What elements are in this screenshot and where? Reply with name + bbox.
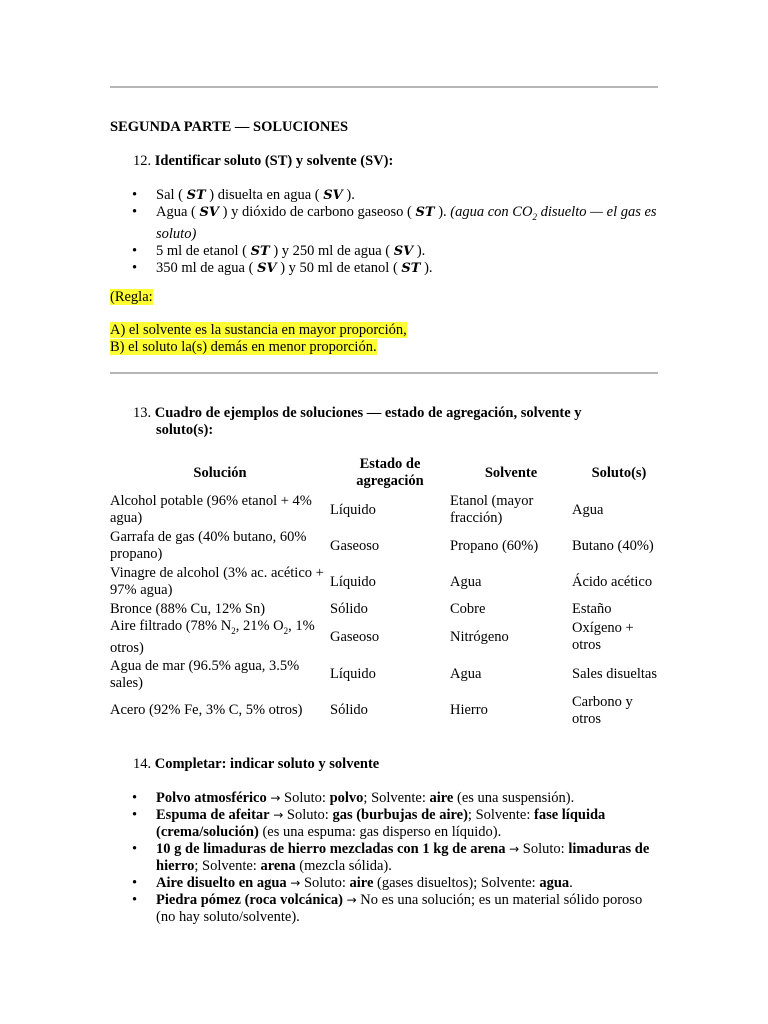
- cell-soluto: Ácido acético: [572, 573, 653, 590]
- cell-soluto: Carbono y otros: [572, 693, 633, 727]
- rule-line-a: A) el solvente es la sustancia en mayor proporción,: [110, 322, 407, 338]
- table-row: [110, 492, 666, 528]
- top-divider: [110, 86, 658, 88]
- cell-solvente: Etanol (mayor fracción): [450, 493, 534, 526]
- table-row: [110, 564, 666, 600]
- bullet-icon: •: [132, 242, 138, 259]
- bullet-icon: •: [132, 875, 138, 891]
- cell-solucion: Aire filtrado (78% $N_2$, 21% $O_2$, 1% otros): [110, 618, 315, 656]
- cell-solucion: Acero (92% Fe, 3% C, 5% otros): [110, 702, 303, 719]
- bullet-icon: •: [132, 204, 138, 220]
- arrow-icon: →: [270, 791, 281, 805]
- cell-solucion: Bronce (88% Cu, 12% Sn): [110, 600, 266, 617]
- table-row: [110, 657, 666, 693]
- bullet-icon: •: [132, 187, 138, 203]
- q12-item: • 5 ml de etanol ( ST ) y 250 ml de agua ( SV ).: [132, 242, 426, 259]
- rule-open: (Regla:: [110, 289, 153, 305]
- cell-estado: Líquido: [330, 501, 376, 518]
- q12-number: 12.: [133, 153, 152, 169]
- cell-soluto: Oxígeno + otros: [572, 620, 634, 654]
- cell-solvente: Agua: [450, 573, 482, 590]
- q12-heading-text: Identificar soluto (ST) y solvente (SV):: [154, 153, 394, 169]
- cell-solucion: Garrafa de gas (40% butano, 60% propano): [110, 529, 307, 562]
- cell-soluto: Butano (40%): [572, 537, 654, 554]
- q12-item: • 350 ml de agua ( SV ) y 50 ml de etanol ( ST ).: [132, 259, 433, 276]
- q12-item: • Agua ( SV ) y dióxido de carbono gaseoso ( ST ). (agua con $CO_2$ disuelto — el gas es soluto): [132, 204, 657, 242]
- cell-soluto: Sales disueltas: [572, 666, 657, 683]
- q14-item: • Piedra pómez (roca volcánica) → No es una solución; es un material sólido poroso (no hay soluto/solvente).: [132, 892, 643, 925]
- cell-estado: Sólido: [330, 600, 368, 617]
- col-header-solvente: Solvente: [484, 464, 538, 481]
- q12-list: [110, 187, 658, 277]
- q14-item: • Polvo atmosférico → Soluto: polvo; Solvente: aire (es una suspensión).: [132, 790, 575, 806]
- q14-item: • Espuma de afeitar → Soluto: gas (burbujas de aire); Solvente: fase líquida (crema/solución) (es una espuma: gas disperso en líquido).: [132, 807, 606, 840]
- cell-estado: Sólido: [330, 702, 368, 719]
- cell-solvente: Nitrógeno: [450, 628, 509, 645]
- q14-number: 14.: [133, 756, 152, 772]
- q13-heading-l2: soluto(s):: [156, 422, 214, 438]
- part-title: SEGUNDA PARTE — SOLUCIONES: [110, 119, 349, 135]
- table-row: [110, 528, 666, 564]
- cell-solucion: Agua de mar (96.5% agua, 3.5% sales): [110, 657, 300, 691]
- cell-solucion: Vinagre de alcohol (3% ac. acético + 97% agua): [110, 565, 324, 598]
- cell-estado: Líquido: [330, 666, 376, 683]
- cell-estado: Gaseoso: [330, 628, 380, 645]
- table-row: [110, 693, 666, 729]
- cell-solvente: Hierro: [450, 702, 488, 719]
- bullet-icon: •: [132, 892, 138, 908]
- cell-solvente: Propano (60%): [450, 537, 539, 554]
- q13-heading: [133, 405, 633, 439]
- middle-divider: [110, 372, 658, 374]
- table-row: [110, 600, 666, 618]
- cell-solvente: Cobre: [450, 600, 486, 617]
- q14-list: [110, 790, 658, 926]
- q14-item: • 10 g de limaduras de hierro mezcladas con 1 kg de arena → Soluto: limaduras de hierro; Solvente: arena (mezcla sólida).: [132, 841, 650, 874]
- table-header-row: [110, 454, 666, 492]
- bullet-icon: •: [132, 807, 138, 823]
- q12-item: • Sal ( ST ) disuelta en agua ( SV ).: [132, 187, 355, 203]
- q12-heading: [133, 153, 393, 170]
- bullet-icon: •: [132, 841, 138, 857]
- col-header-soluto: Soluto(s): [591, 464, 647, 481]
- q13-number: 13.: [133, 405, 152, 421]
- cell-soluto: Agua: [572, 501, 604, 518]
- cell-estado: Gaseoso: [330, 537, 380, 554]
- cell-solucion: Alcohol potable (96% etanol + 4% agua): [110, 493, 312, 526]
- col-header-solucion: Solución: [193, 464, 247, 481]
- cell-estado: Líquido: [330, 573, 376, 590]
- q14-heading-text: Completar: indicar soluto y solvente: [154, 756, 380, 772]
- table-row: [110, 618, 666, 657]
- arrow-icon: →: [509, 842, 520, 856]
- q13-heading-l1: Cuadro de ejemplos de soluciones — estado de agregación, solvente y: [154, 405, 582, 421]
- q14-item: • Aire disuelto en agua → Soluto: aire (gases disueltos); Solvente: agua.: [132, 875, 573, 891]
- arrow-icon: →: [273, 808, 284, 822]
- q14-heading: [133, 756, 379, 773]
- col-header-estado: Estado de agregación: [356, 456, 424, 489]
- rule-line-b: B) el soluto la(s) demás en menor proporción.: [110, 339, 377, 355]
- bullet-icon: •: [132, 259, 138, 276]
- bullet-icon: •: [132, 790, 138, 806]
- arrow-icon: →: [346, 893, 357, 907]
- cell-solvente: Agua: [450, 666, 482, 683]
- arrow-icon: →: [290, 876, 301, 890]
- cell-soluto: Estaño: [572, 600, 612, 617]
- solutions-table: [110, 454, 666, 729]
